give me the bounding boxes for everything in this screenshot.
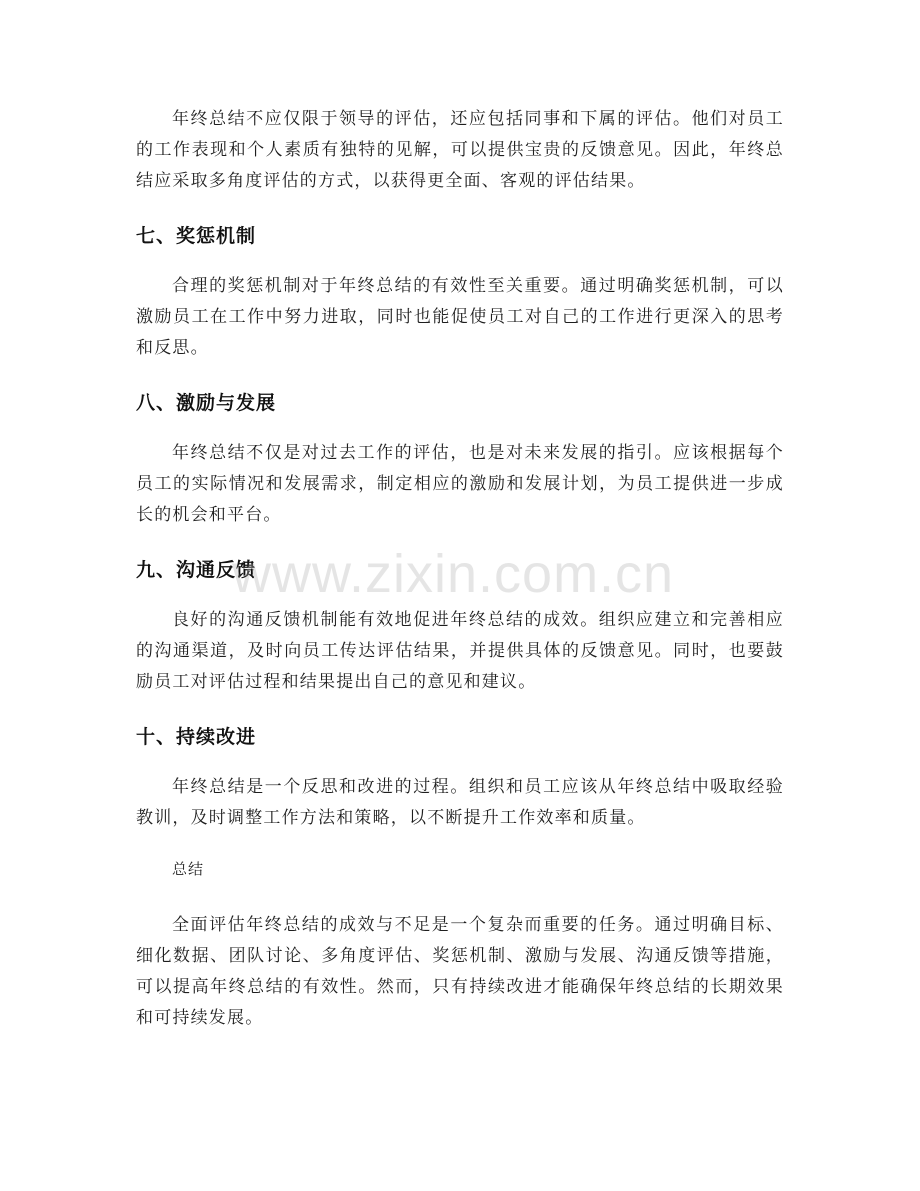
section-paragraph-8: 年终总结不仅是对过去工作的评估，也是对未来发展的指引。应该根据每个员工的实际情况和发展需求，制定相应的激励和发展计划，为员工提供进一步成长的机会和平台。 bbox=[136, 443, 784, 525]
section-heading-7: 七、奖惩机制 bbox=[136, 225, 257, 247]
section-heading-10: 十、持续改进 bbox=[136, 726, 257, 748]
section-paragraph-10: 年终总结是一个反思和改进的过程。组织和员工应该从年终总结中吸取经验教训，及时调整工作方法和策略，以不断提升工作效率和质量。 bbox=[136, 777, 784, 828]
intro-paragraph: 年终总结不应仅限于领导的评估，还应包括同事和下属的评估。他们对员工的工作表现和个人素质有独特的见解，可以提供宝贵的反馈意见。因此，年终总结应采取多角度评估的方式，以获得更全面、客观的评估结果。 bbox=[136, 109, 784, 191]
section-paragraph-9: 良好的沟通反馈机制能有效地促进年终总结的成效。组织应建立和完善相应的沟通渠道，及时向员工传达评估结果，并提供具体的反馈意见。同时，也要鼓励员工对评估过程和结果提出自己的意见和建议。 bbox=[136, 610, 784, 692]
document-body bbox=[136, 104, 784, 1034]
summary-paragraph: 全面评估年终总结的成效与不足是一个复杂而重要的任务。通过明确目标、细化数据、团队讨论、多角度评估、奖惩机制、激励与发展、沟通反馈等措施，可以提高年终总结的有效性。然而，只有持续改进才能确保年终总结的长期效果和可持续发展。 bbox=[136, 915, 784, 1028]
section-heading-8: 八、激励与发展 bbox=[136, 392, 277, 414]
summary-label: 总结 bbox=[172, 860, 205, 878]
watermark-text: www.zixin.com.cn bbox=[232, 544, 675, 604]
section-heading-9: 九、沟通反馈 bbox=[136, 559, 257, 581]
section-paragraph-7: 合理的奖惩机制对于年终总结的有效性至关重要。通过明确奖惩机制，可以激励员工在工作中努力进取，同时也能促使员工对自己的工作进行更深入的思考和反思。 bbox=[136, 276, 784, 358]
